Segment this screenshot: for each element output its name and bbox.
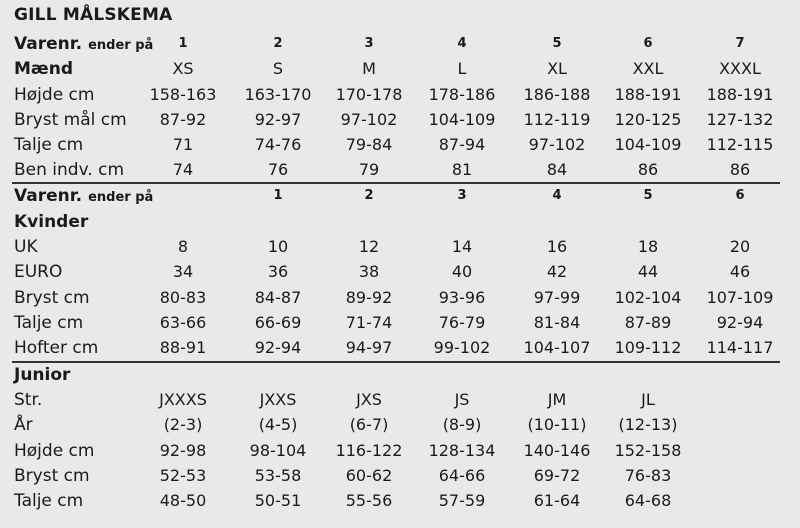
table-cell: 18 xyxy=(637,237,659,256)
womens-header-row xyxy=(0,210,800,234)
table-cell: JXXS xyxy=(259,390,297,409)
table-cell: 87-94 xyxy=(438,135,486,154)
womens-varenr-row xyxy=(0,184,800,208)
table-cell: 114-117 xyxy=(706,338,774,357)
table-cell: 8 xyxy=(177,237,189,256)
table-cell: 86 xyxy=(637,160,659,179)
varenr-value: 4 xyxy=(457,36,467,51)
size-cell: XXXL xyxy=(719,59,761,78)
table-cell: 64-68 xyxy=(624,491,672,510)
table-cell: 81 xyxy=(451,160,473,179)
table-cell: (2-3) xyxy=(163,415,203,434)
table-cell: 71 xyxy=(172,135,194,154)
varenr-value: 1 xyxy=(178,36,188,51)
varenr-value: 5 xyxy=(552,36,562,51)
table-cell: 104-109 xyxy=(428,110,496,129)
table-cell: 128-134 xyxy=(428,441,496,460)
varenr-value: 6 xyxy=(735,188,745,203)
womens-row-uk xyxy=(0,235,800,259)
table-cell: 104-109 xyxy=(614,135,682,154)
table-cell: 158-163 xyxy=(149,85,217,104)
table-cell: 86 xyxy=(729,160,751,179)
table-cell: 127-132 xyxy=(706,110,774,129)
mens-varenr-row xyxy=(0,32,800,56)
table-cell: 53-58 xyxy=(254,466,302,485)
womens-row-hips xyxy=(0,336,800,360)
junior-row-size xyxy=(0,388,800,412)
table-cell: 87-92 xyxy=(159,110,207,129)
row-label: Bryst cm xyxy=(14,466,90,486)
mens-size-row xyxy=(0,57,800,81)
table-cell: 188-191 xyxy=(706,85,774,104)
varenr-value: 2 xyxy=(273,36,283,51)
table-cell: 50-51 xyxy=(254,491,302,510)
table-cell: 74-76 xyxy=(254,135,302,154)
size-cell: XL xyxy=(547,59,567,78)
table-cell: 84 xyxy=(546,160,568,179)
row-label: Højde cm xyxy=(14,441,95,461)
table-cell: 12 xyxy=(358,237,380,256)
row-label: År xyxy=(14,415,33,435)
section-label-women: Kvinder xyxy=(14,212,89,232)
table-cell: 60-62 xyxy=(345,466,393,485)
table-cell: 170-178 xyxy=(335,85,403,104)
table-cell: 163-170 xyxy=(244,85,312,104)
row-label: UK xyxy=(14,237,38,257)
table-cell: 152-158 xyxy=(614,441,682,460)
table-cell: 55-56 xyxy=(345,491,393,510)
table-cell: 44 xyxy=(637,262,659,281)
table-cell: 107-109 xyxy=(706,288,774,307)
womens-row-chest xyxy=(0,286,800,310)
row-label: Ben indv. cm xyxy=(14,160,125,180)
table-cell: 38 xyxy=(358,262,380,281)
table-cell: 99-102 xyxy=(433,338,491,357)
table-cell: (8-9) xyxy=(442,415,482,434)
varenr-value: 1 xyxy=(273,188,283,203)
table-cell: (12-13) xyxy=(618,415,678,434)
row-label: Hofter cm xyxy=(14,338,99,358)
table-cell: 178-186 xyxy=(428,85,496,104)
size-cell: XXL xyxy=(632,59,664,78)
table-cell: 63-66 xyxy=(159,313,207,332)
row-label: Talje cm xyxy=(14,135,84,155)
table-cell: 52-53 xyxy=(159,466,207,485)
table-cell: 80-83 xyxy=(159,288,207,307)
row-label: Bryst cm xyxy=(14,288,90,308)
size-cell: S xyxy=(272,59,284,78)
table-cell: 112-115 xyxy=(706,135,774,154)
row-label: EURO xyxy=(14,262,63,282)
table-cell: 46 xyxy=(729,262,751,281)
chart-title: GILL MÅLSKEMA xyxy=(14,5,173,25)
table-cell: 64-66 xyxy=(438,466,486,485)
table-cell: 79-84 xyxy=(345,135,393,154)
size-cell: L xyxy=(457,59,467,78)
mens-row-waist xyxy=(0,133,800,157)
table-cell: 20 xyxy=(729,237,751,256)
table-cell: 102-104 xyxy=(614,288,682,307)
row-label: Bryst mål cm xyxy=(14,110,127,130)
table-cell: (6-7) xyxy=(349,415,389,434)
table-cell: 61-64 xyxy=(533,491,581,510)
table-cell: 94-97 xyxy=(345,338,393,357)
table-cell: 87-89 xyxy=(624,313,672,332)
varenr-value: 3 xyxy=(364,36,374,51)
junior-row-age xyxy=(0,413,800,437)
table-cell: 76-83 xyxy=(624,466,672,485)
varenr-value: 2 xyxy=(364,188,374,203)
table-cell: 92-98 xyxy=(159,441,207,460)
table-cell: 88-91 xyxy=(159,338,207,357)
table-cell: (4-5) xyxy=(258,415,298,434)
table-cell: 97-102 xyxy=(340,110,398,129)
table-cell: 97-102 xyxy=(528,135,586,154)
junior-row-chest xyxy=(0,464,800,488)
row-label: Højde cm xyxy=(14,85,95,105)
varenr-value: 5 xyxy=(643,188,653,203)
varenr-value: 6 xyxy=(643,36,653,51)
table-cell: 92-94 xyxy=(716,313,764,332)
table-cell: JS xyxy=(454,390,470,409)
table-cell: 16 xyxy=(546,237,568,256)
table-cell: 109-112 xyxy=(614,338,682,357)
table-cell: 10 xyxy=(267,237,289,256)
varenr-label: Varenr. ender på xyxy=(14,34,154,54)
varenr-value: 7 xyxy=(735,36,745,51)
table-cell: 120-125 xyxy=(614,110,682,129)
table-cell: 89-92 xyxy=(345,288,393,307)
row-label: Talje cm xyxy=(14,313,84,333)
table-cell: JM xyxy=(547,390,567,409)
table-cell: 57-59 xyxy=(438,491,486,510)
mens-row-inseam xyxy=(0,158,800,182)
table-cell: 48-50 xyxy=(159,491,207,510)
table-cell: 116-122 xyxy=(335,441,403,460)
table-cell: 93-96 xyxy=(438,288,486,307)
table-cell: 92-97 xyxy=(254,110,302,129)
womens-row-euro xyxy=(0,260,800,284)
table-cell: (10-11) xyxy=(527,415,587,434)
table-cell: 36 xyxy=(267,262,289,281)
table-cell: 104-107 xyxy=(523,338,591,357)
table-cell: 140-146 xyxy=(523,441,591,460)
section-label-junior: Junior xyxy=(14,365,71,385)
section-label-men: Mænd xyxy=(14,59,74,79)
varenr-suffix: ender på xyxy=(88,190,154,205)
size-cell: M xyxy=(362,59,376,78)
table-cell: 97-99 xyxy=(533,288,581,307)
size-cell: XS xyxy=(172,59,194,78)
varenr-value: 3 xyxy=(457,188,467,203)
table-cell: 81-84 xyxy=(533,313,581,332)
table-cell: 42 xyxy=(546,262,568,281)
table-cell: 92-94 xyxy=(254,338,302,357)
varenr-suffix: ender på xyxy=(88,38,154,53)
table-cell: 112-119 xyxy=(523,110,591,129)
row-label: Talje cm xyxy=(14,491,84,511)
varenr-value: 4 xyxy=(552,188,562,203)
table-cell: 76-79 xyxy=(438,313,486,332)
mens-row-height xyxy=(0,83,800,107)
table-cell: 69-72 xyxy=(533,466,581,485)
table-cell: 74 xyxy=(172,160,194,179)
table-cell: 14 xyxy=(451,237,473,256)
junior-row-height xyxy=(0,439,800,463)
junior-header-row xyxy=(0,363,800,387)
table-cell: JL xyxy=(641,390,655,409)
table-cell: 34 xyxy=(172,262,194,281)
table-cell: 71-74 xyxy=(345,313,393,332)
varenr-label: Varenr. ender på xyxy=(14,186,154,206)
table-cell: 188-191 xyxy=(614,85,682,104)
table-cell: JXXXS xyxy=(159,390,207,409)
table-cell: 76 xyxy=(267,160,289,179)
table-cell: 84-87 xyxy=(254,288,302,307)
table-cell: 186-188 xyxy=(523,85,591,104)
junior-row-waist xyxy=(0,489,800,513)
table-cell: 66-69 xyxy=(254,313,302,332)
mens-row-chest xyxy=(0,108,800,132)
table-cell: 98-104 xyxy=(249,441,307,460)
row-label: Str. xyxy=(14,390,43,410)
womens-row-waist xyxy=(0,311,800,335)
table-cell: JXS xyxy=(356,390,382,409)
table-cell: 40 xyxy=(451,262,473,281)
table-cell: 79 xyxy=(358,160,380,179)
